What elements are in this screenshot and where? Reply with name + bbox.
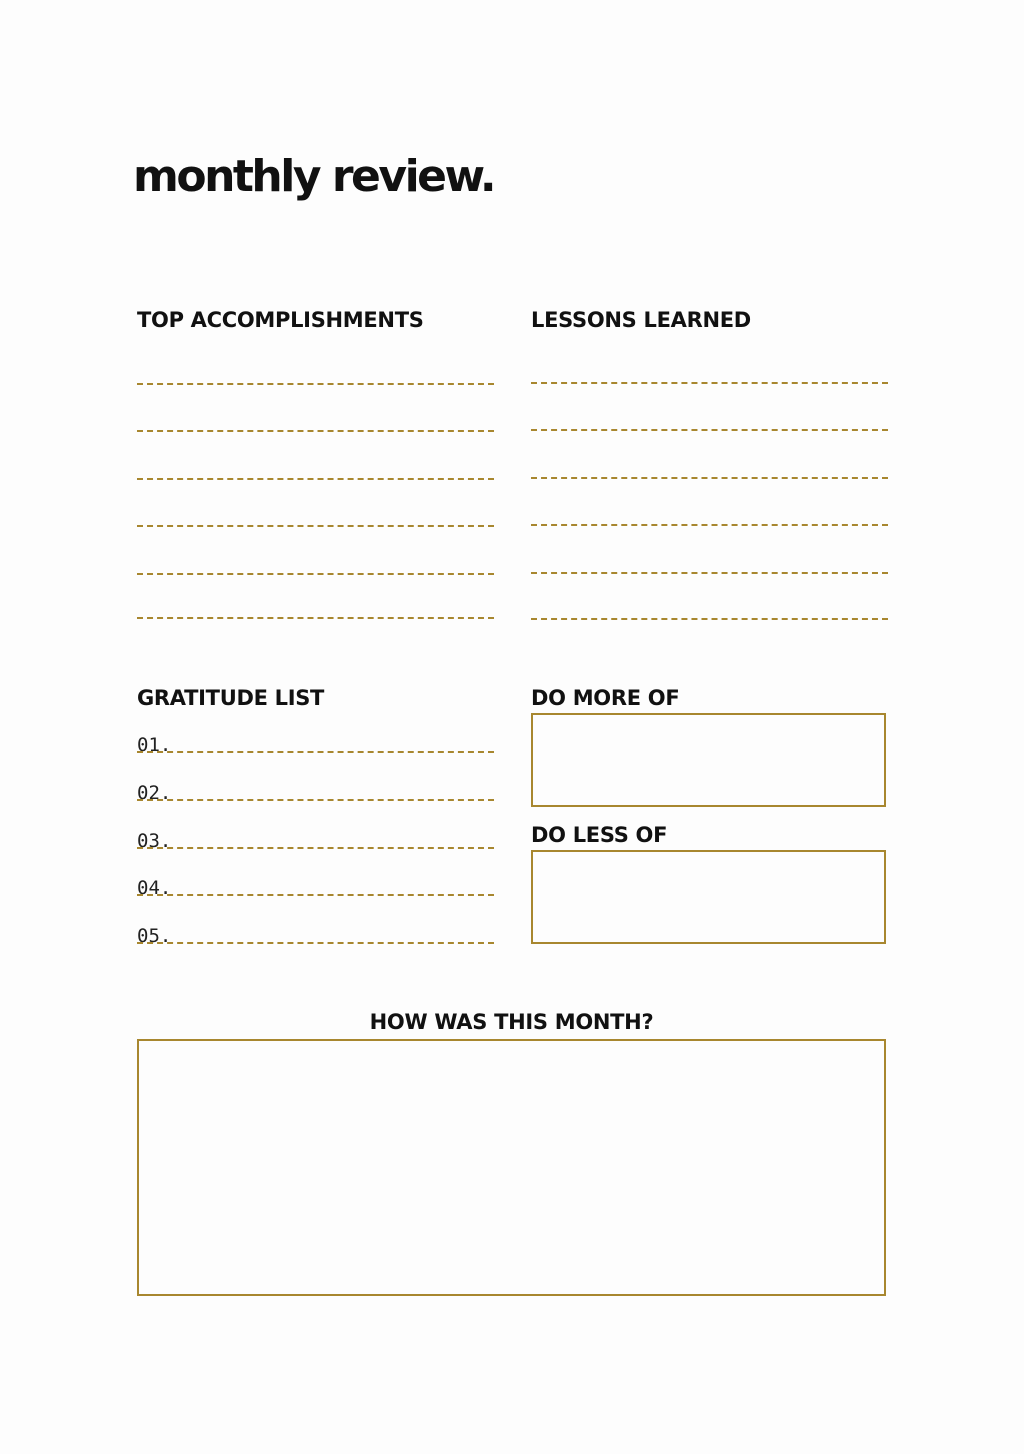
accomplishment-line-4[interactable]: [137, 525, 494, 527]
lesson-line-5[interactable]: [531, 572, 888, 574]
do-less-of-box[interactable]: [531, 850, 886, 944]
gratitude-line-2[interactable]: [137, 799, 494, 801]
accomplishment-line-3[interactable]: [137, 478, 494, 480]
lesson-line-3[interactable]: [531, 477, 888, 479]
gratitude-list-heading: GRATITUDE LIST: [137, 686, 325, 710]
gratitude-item-number: 02.: [137, 782, 172, 804]
accomplishment-line-2[interactable]: [137, 430, 494, 432]
lessons-learned-heading: LESSONS LEARNED: [531, 308, 751, 332]
gratitude-line-4[interactable]: [137, 894, 494, 896]
gratitude-line-1[interactable]: [137, 751, 494, 753]
gratitude-item-number: 05.: [137, 925, 172, 947]
page-title: monthly review.: [133, 151, 495, 202]
accomplishment-line-6[interactable]: [137, 617, 494, 619]
how-was-this-month-box[interactable]: [137, 1039, 886, 1296]
lesson-line-6[interactable]: [531, 618, 888, 620]
top-accomplishments-heading: TOP ACCOMPLISHMENTS: [137, 308, 424, 332]
lesson-line-2[interactable]: [531, 429, 888, 431]
accomplishment-line-1[interactable]: [137, 383, 494, 385]
gratitude-item-number: 04.: [137, 877, 172, 899]
how-was-this-month-heading: HOW WAS THIS MONTH?: [369, 1010, 654, 1034]
gratitude-item-number: 01.: [137, 734, 172, 756]
do-less-of-heading: DO LESS OF: [531, 823, 668, 847]
lesson-line-1[interactable]: [531, 382, 888, 384]
do-more-of-box[interactable]: [531, 713, 886, 807]
accomplishment-line-5[interactable]: [137, 573, 494, 575]
lesson-line-4[interactable]: [531, 524, 888, 526]
gratitude-line-3[interactable]: [137, 847, 494, 849]
gratitude-item-number: 03.: [137, 830, 172, 852]
gratitude-line-5[interactable]: [137, 942, 494, 944]
do-more-of-heading: DO MORE OF: [531, 686, 680, 710]
